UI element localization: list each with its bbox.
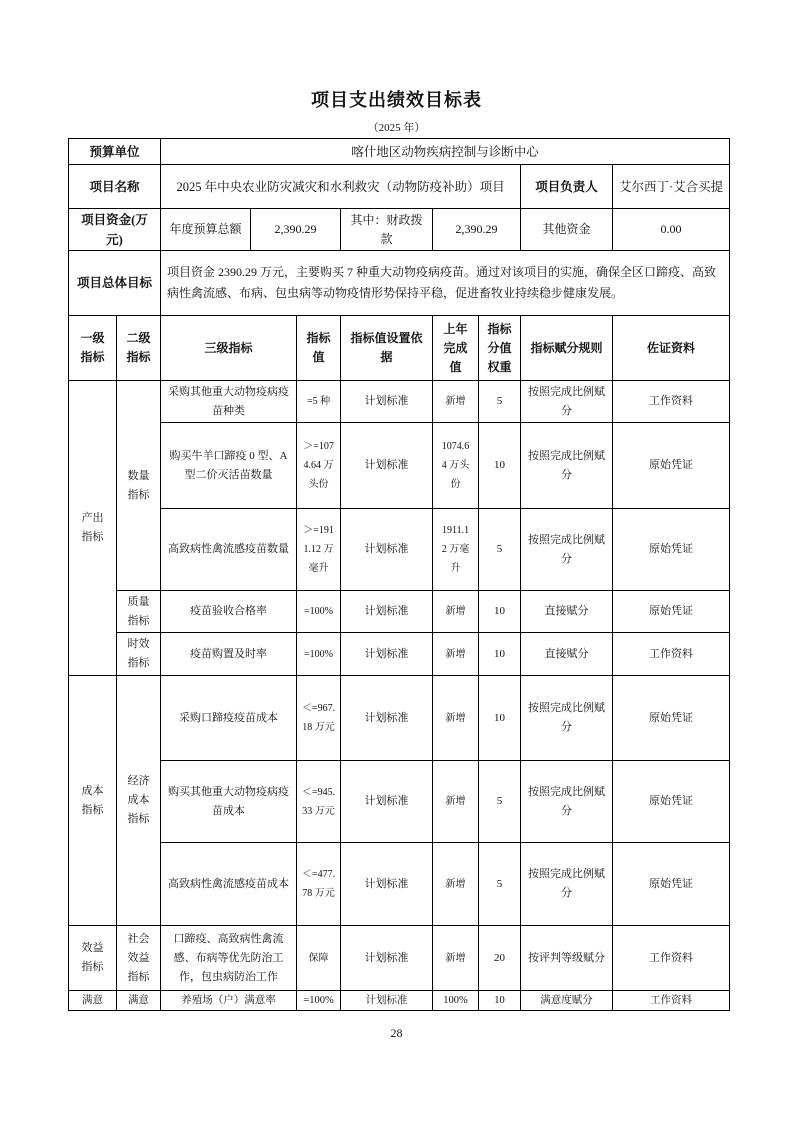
header-weight: 指标分值权重	[479, 316, 521, 381]
category-cost: 成本指标	[69, 676, 117, 926]
indicator-scoring: 按照完成比例赋分	[521, 381, 613, 423]
indicator-weight: 10	[479, 591, 521, 633]
header-basis: 指标值设置依据	[341, 316, 433, 381]
indicator-last-year: 1074.64 万头份	[433, 423, 479, 509]
category-benefit: 效益指标	[69, 926, 117, 991]
other-funds-label: 其他资金	[521, 209, 613, 251]
indicator-last-year: 新增	[433, 761, 479, 843]
indicator-name: 疫苗验收合格率	[161, 591, 297, 633]
indicator-name: 采购口蹄疫疫苗成本	[161, 676, 297, 761]
indicator-basis: 计划标准	[341, 381, 433, 423]
table-row	[69, 633, 730, 676]
page-number: 28	[390, 1026, 403, 1040]
indicator-weight: 5	[479, 761, 521, 843]
indicator-value: ＞=1911.12 万毫升	[297, 509, 341, 591]
indicator-scoring: 按照完成比例赋分	[521, 843, 613, 926]
indicator-value: ＜=967.18 万元	[297, 676, 341, 761]
project-name-label: 项目名称	[69, 165, 161, 209]
indicator-weight: 5	[479, 509, 521, 591]
table-row	[69, 591, 730, 633]
indicator-evidence: 工作资料	[613, 926, 730, 991]
indicator-name: 购买牛羊口蹄疫 0 型、A 型二价灭活苗数量	[161, 423, 297, 509]
indicator-value: =100%	[297, 633, 341, 676]
indicator-basis: 计划标准	[341, 633, 433, 676]
indicator-name: 采购其他重大动物疫病疫苗种类	[161, 381, 297, 423]
header-level3: 三级指标	[161, 316, 297, 381]
fiscal-allocation-value: 2,390.29	[433, 209, 521, 251]
indicator-scoring: 直接赋分	[521, 591, 613, 633]
budget-unit-value: 喀什地区动物疾病控制与诊断中心	[161, 139, 730, 165]
fiscal-year: （2025 年）	[367, 122, 426, 134]
indicator-value: =100%	[297, 991, 341, 1011]
indicator-evidence: 原始凭证	[613, 761, 730, 843]
indicator-header-row	[69, 316, 730, 381]
indicator-scoring: 直接赋分	[521, 633, 613, 676]
indicator-value: ＜=477.78 万元	[297, 843, 341, 926]
table-row	[69, 761, 730, 843]
table-row	[69, 676, 730, 761]
subcategory-quality: 质量指标	[117, 591, 161, 633]
indicator-weight: 10	[479, 991, 521, 1011]
indicator-evidence: 原始凭证	[613, 591, 730, 633]
annual-budget-value: 2,390.29	[251, 209, 341, 251]
indicator-last-year: 新增	[433, 633, 479, 676]
indicator-scoring: 按照完成比例赋分	[521, 509, 613, 591]
category-satisfaction: 满意	[69, 991, 117, 1011]
indicator-basis: 计划标准	[341, 676, 433, 761]
category-output: 产出指标	[69, 381, 117, 676]
overall-goal-row	[69, 251, 730, 316]
indicator-basis: 计划标准	[341, 423, 433, 509]
indicator-weight: 10	[479, 676, 521, 761]
table-row	[69, 509, 730, 591]
indicator-name: 高致病性禽流感疫苗成本	[161, 843, 297, 926]
indicator-scoring: 按评判等级赋分	[521, 926, 613, 991]
indicator-value: ＞=1074.64 万头份	[297, 423, 341, 509]
indicator-evidence: 工作资料	[613, 381, 730, 423]
indicator-last-year: 1911.12 万毫升	[433, 509, 479, 591]
indicator-last-year: 新增	[433, 843, 479, 926]
indicator-value: ＜=945.33 万元	[297, 761, 341, 843]
indicator-basis: 计划标准	[341, 926, 433, 991]
indicator-evidence: 工作资料	[613, 633, 730, 676]
project-name-value: 2025 年中央农业防灾减灾和水利救灾（动物防疫补助）项目	[161, 165, 521, 209]
indicator-weight: 20	[479, 926, 521, 991]
indicator-evidence: 工作资料	[613, 991, 730, 1011]
indicator-name: 养殖场（户）满意率	[161, 991, 297, 1011]
indicator-name: 疫苗购置及时率	[161, 633, 297, 676]
project-funds-row	[69, 209, 730, 251]
header-scoring: 指标赋分规则	[521, 316, 613, 381]
indicator-basis: 计划标准	[341, 761, 433, 843]
other-funds-value: 0.00	[613, 209, 730, 251]
project-leader-label: 项目负责人	[521, 165, 613, 209]
indicator-last-year: 新增	[433, 381, 479, 423]
header-level2: 二级指标	[117, 316, 161, 381]
fiscal-allocation-label: 其中：财政拨款	[341, 209, 433, 251]
project-name-row	[69, 165, 730, 209]
table-row	[69, 926, 730, 991]
subcategory-social-benefit: 社会效益指标	[117, 926, 161, 991]
project-funds-label: 项目资金(万元)	[69, 209, 161, 251]
indicator-evidence: 原始凭证	[613, 423, 730, 509]
table-row	[69, 381, 730, 423]
indicator-weight: 5	[479, 381, 521, 423]
subcategory-timeliness: 时效指标	[117, 633, 161, 676]
indicator-name: 购买其他重大动物疫病疫苗成本	[161, 761, 297, 843]
indicator-scoring: 按照完成比例赋分	[521, 761, 613, 843]
project-leader-value: 艾尔西丁·艾合买提	[613, 165, 730, 209]
indicator-basis: 计划标准	[341, 843, 433, 926]
subcategory-quantity: 数量指标	[117, 381, 161, 591]
overall-goal-text: 项目资金 2390.29 万元，主要购买 7 种重大动物疫病疫苗。通过对该项目的实施，确保全区口蹄疫、高致病性禽流感、布病、包虫病等动物疫情形势保持平稳，促进畜牧业持续稳步健康发展。	[161, 251, 730, 316]
indicator-last-year: 100%	[433, 991, 479, 1011]
indicator-weight: 10	[479, 633, 521, 676]
indicator-basis: 计划标准	[341, 509, 433, 591]
indicator-scoring: 满意度赋分	[521, 991, 613, 1011]
indicator-value: =5 种	[297, 381, 341, 423]
performance-target-table	[68, 138, 730, 1011]
indicator-weight: 5	[479, 843, 521, 926]
indicator-basis: 计划标准	[341, 991, 433, 1011]
table-row	[69, 423, 730, 509]
indicator-name: 口蹄疫、高致病性禽流感、布病等优先防治工作，包虫病防治工作	[161, 926, 297, 991]
indicator-basis: 计划标准	[341, 591, 433, 633]
subcategory-satisfaction: 满意	[117, 991, 161, 1011]
indicator-value: =100%	[297, 591, 341, 633]
indicator-last-year: 新增	[433, 591, 479, 633]
page-title: 项目支出绩效目标表	[311, 90, 482, 110]
indicator-name: 高致病性禽流感疫苗数量	[161, 509, 297, 591]
indicator-evidence: 原始凭证	[613, 676, 730, 761]
header-evidence: 佐证资料	[613, 316, 730, 381]
indicator-weight: 10	[479, 423, 521, 509]
annual-budget-label: 年度预算总额	[161, 209, 251, 251]
indicator-last-year: 新增	[433, 676, 479, 761]
table-row	[69, 843, 730, 926]
subcategory-economic-cost: 经济成本指标	[117, 676, 161, 926]
indicator-scoring: 按照完成比例赋分	[521, 676, 613, 761]
header-level1: 一级指标	[69, 316, 117, 381]
budget-unit-row	[69, 139, 730, 165]
indicator-scoring: 按照完成比例赋分	[521, 423, 613, 509]
indicator-last-year: 新增	[433, 926, 479, 991]
header-last-year: 上年完成值	[433, 316, 479, 381]
indicator-value: 保障	[297, 926, 341, 991]
indicator-evidence: 原始凭证	[613, 843, 730, 926]
budget-unit-label: 预算单位	[69, 139, 161, 165]
header-value: 指标值	[297, 316, 341, 381]
table-row	[69, 991, 730, 1011]
indicator-evidence: 原始凭证	[613, 509, 730, 591]
overall-goal-label: 项目总体目标	[69, 251, 161, 316]
